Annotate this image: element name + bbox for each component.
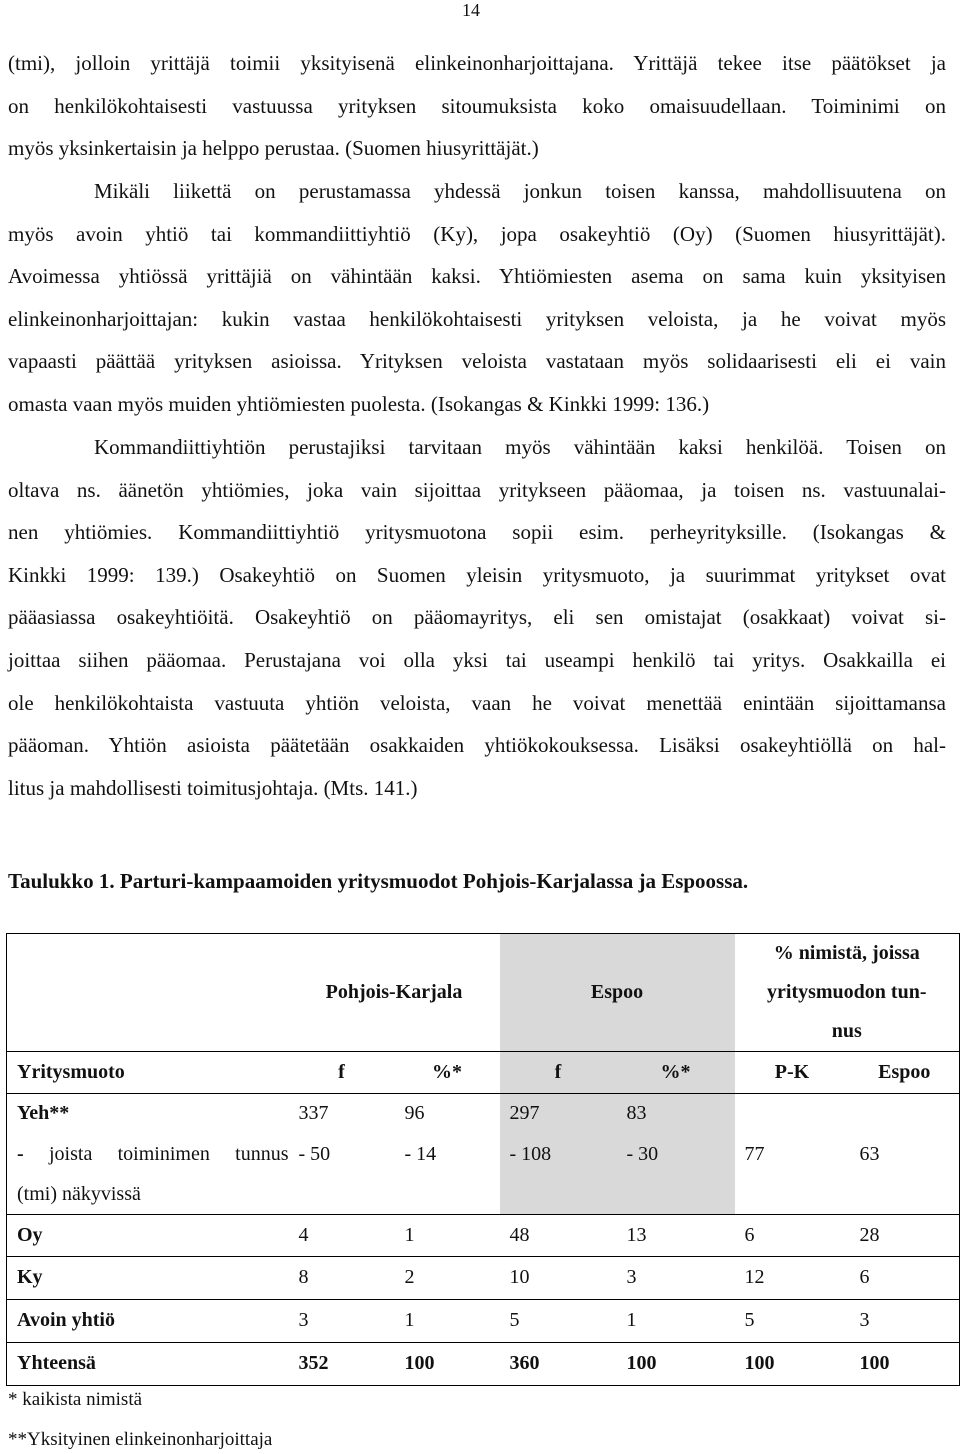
col-header-pk-pct: %* — [395, 1052, 500, 1094]
row-label-ky: Ky — [7, 1256, 289, 1299]
text-line: litus ja mahdollisesti toimitusjohtaja. (Mts. 141.) — [8, 775, 418, 800]
table-column-header-row — [7, 1052, 960, 1094]
text-line: oltava ns. äänetön yhtiömies, joka vain sijoittaa yritykseen pääomaa, ja toisen ns. vastuunalai- — [8, 477, 946, 502]
cell: 3 — [850, 1299, 960, 1342]
text-line: myös avoin yhtiö tai kommandiittiyhtiö (Ky), jopa osakeyhtiö (Oy) (Suomen hiusyrittäjät). — [8, 221, 946, 246]
header-percent-line: nus — [831, 1020, 862, 1042]
text-line: joittaa siihen pääomaa. Perustajana voi olla yksi tai useampi henkilö tai yritys. Osakkailla ei — [8, 647, 946, 672]
cell: 100 — [617, 1342, 735, 1385]
page-number: 14 — [462, 0, 480, 20]
cell: 4 — [289, 1214, 395, 1256]
cell: 6 — [735, 1214, 850, 1256]
table-row — [7, 1214, 960, 1256]
col-header-espoo-f: f — [500, 1052, 617, 1094]
empty-header-cell — [7, 934, 289, 1052]
cell: 63 — [850, 1134, 960, 1215]
table-row — [7, 1094, 960, 1134]
cell: 100 — [395, 1342, 500, 1385]
cell: 1 — [617, 1299, 735, 1342]
col-header-pct-pk: P-K — [735, 1052, 850, 1094]
cell: 13 — [617, 1214, 735, 1256]
cell: 2 — [395, 1256, 500, 1299]
text-line: nen yhtiömies. Kommandiittiyhtiö yritysmuotona sopii esim. perheyrityksille. (Isokangas & — [8, 520, 946, 545]
cell: 10 — [500, 1256, 617, 1299]
header-percent-names — [735, 934, 960, 1052]
cell: 96 — [404, 1102, 425, 1125]
text-line: Mikäli liikettä on perustamassa yhdessä jonkun toisen kanssa, mahdollisuutena on — [94, 179, 946, 203]
cell: 83 — [617, 1094, 735, 1134]
cell: 3 — [289, 1299, 395, 1342]
text-line: ole henkilökohtaista vastuuta yhtiön veloista, vaan he voivat menettää enintään sijoittamansa — [8, 690, 946, 715]
text-line: (tmi), jolloin yrittäjä toimii yksityisenä elinkeinonharjoittajana. Yrittäjä tekee itse päätökset ja — [8, 51, 946, 75]
cell: 297 — [500, 1094, 617, 1134]
table-row — [7, 1256, 960, 1299]
row-label-tmi-text: joista toiminimen tunnus — [23, 1142, 289, 1165]
business-forms-table — [6, 933, 960, 1386]
table-group-header-row — [7, 934, 960, 1052]
cell: 48 — [500, 1214, 617, 1256]
cell: - 14 — [395, 1134, 500, 1215]
cell: 1 — [395, 1214, 500, 1256]
cell: 5 — [500, 1299, 617, 1342]
row-label-avoin-yhtio: Avoin yhtiö — [7, 1299, 289, 1342]
cell: - 108 — [500, 1134, 617, 1215]
cell: 360 — [500, 1342, 617, 1385]
text-line: Avoimessa yhtiössä yrittäjiä on vähintään kaksi. Yhtiömiesten asema on sama kuin yksityisen — [8, 264, 946, 289]
row-label-tmi-line1 — [17, 1134, 289, 1174]
paragraph-1 — [8, 42, 946, 170]
footnote-2: **Yksityinen elinkeinonharjoittaja — [8, 1429, 273, 1450]
cell: - 50 — [289, 1134, 395, 1215]
cell: 337 — [298, 1102, 329, 1125]
table-caption: Taulukko 1. Parturi-kampaamoiden yritysmuodot Pohjois-Karjalassa ja Espoossa. — [8, 869, 749, 893]
cell — [735, 1094, 850, 1134]
table-total-row — [7, 1342, 960, 1385]
paragraph-3 — [8, 426, 946, 809]
table-row — [7, 1134, 960, 1215]
text-line: vapaasti päättää yrityksen asioissa. Yrityksen veloista vastataan myös solidaarisesti eli ei vain — [8, 349, 946, 374]
text-line: Kommandiittiyhtiön perustajiksi tarvitaan myös vähintään kaksi henkilöä. Toisen on — [94, 435, 946, 459]
col-header-yritysmuoto: Yritysmuoto — [7, 1052, 289, 1094]
cell: 3 — [617, 1256, 735, 1299]
cell: 5 — [735, 1299, 850, 1342]
cell: 28 — [850, 1214, 960, 1256]
paragraph-2 — [8, 170, 946, 426]
text-line: elinkeinonharjoittajan: kukin vastaa henkilökohtaisesti yrityksen veloista, ja he voivat myös — [8, 306, 946, 331]
header-percent-line: % nimistä, joissa — [773, 942, 920, 964]
col-header-pk-f: f — [289, 1052, 395, 1094]
cell: 6 — [850, 1256, 960, 1299]
footnote-1: * kaikista nimistä — [8, 1389, 143, 1410]
cell — [850, 1094, 960, 1134]
cell: 8 — [289, 1256, 395, 1299]
cell: 352 — [289, 1342, 395, 1385]
cell: - 30 — [617, 1134, 735, 1215]
text-line: pääoman. Yhtiön asioista päätetään osakkaiden yhtiökokouksessa. Lisäksi osakeyhtiöllä on hal- — [8, 733, 946, 758]
col-header-pct-espoo: Espoo — [850, 1052, 960, 1094]
text-line: pääasiassa osakeyhtiöitä. Osakeyhtiö on pääomayritys, eli sen omistajat (osakkaat) voivat si- — [8, 605, 946, 630]
cell: 77 — [735, 1134, 850, 1215]
cell: 100 — [735, 1342, 850, 1385]
header-percent-line: yritysmuodon tun- — [767, 981, 927, 1003]
col-header-espoo-pct: %* — [617, 1052, 735, 1094]
text-line: myös yksinkertaisin ja helppo perustaa. (Suomen hiusyrittäjät.) — [8, 136, 539, 161]
header-pohjois-karjala: Pohjois-Karjala — [289, 934, 500, 1052]
dash-bold: - — [17, 1142, 24, 1165]
cell: 12 — [735, 1256, 850, 1299]
row-label-yhteensa: Yhteensä — [7, 1342, 289, 1385]
text-line: omasta vaan myös muiden yhtiömiesten puolesta. (Isokangas & Kinkki 1999: 136.) — [8, 391, 710, 416]
cell: 1 — [395, 1299, 500, 1342]
cell: 100 — [850, 1342, 960, 1385]
text-line: on henkilökohtaisesti vastuussa yrityksen sitoumuksista koko omaisuudellaan. Toiminimi on — [8, 93, 946, 118]
text-line: Kinkki 1999: 139.) Osakeyhtiö on Suomen yleisin yritysmuoto, ja suurimmat yritykset ovat — [8, 562, 946, 587]
table-row — [7, 1299, 960, 1342]
row-label-tmi — [7, 1134, 289, 1215]
row-label-yeh: Yeh** — [7, 1094, 289, 1134]
row-label-oy: Oy — [7, 1214, 289, 1256]
header-espoo: Espoo — [500, 934, 735, 1052]
row-label-tmi-line2: (tmi) näkyvissä — [17, 1182, 141, 1205]
